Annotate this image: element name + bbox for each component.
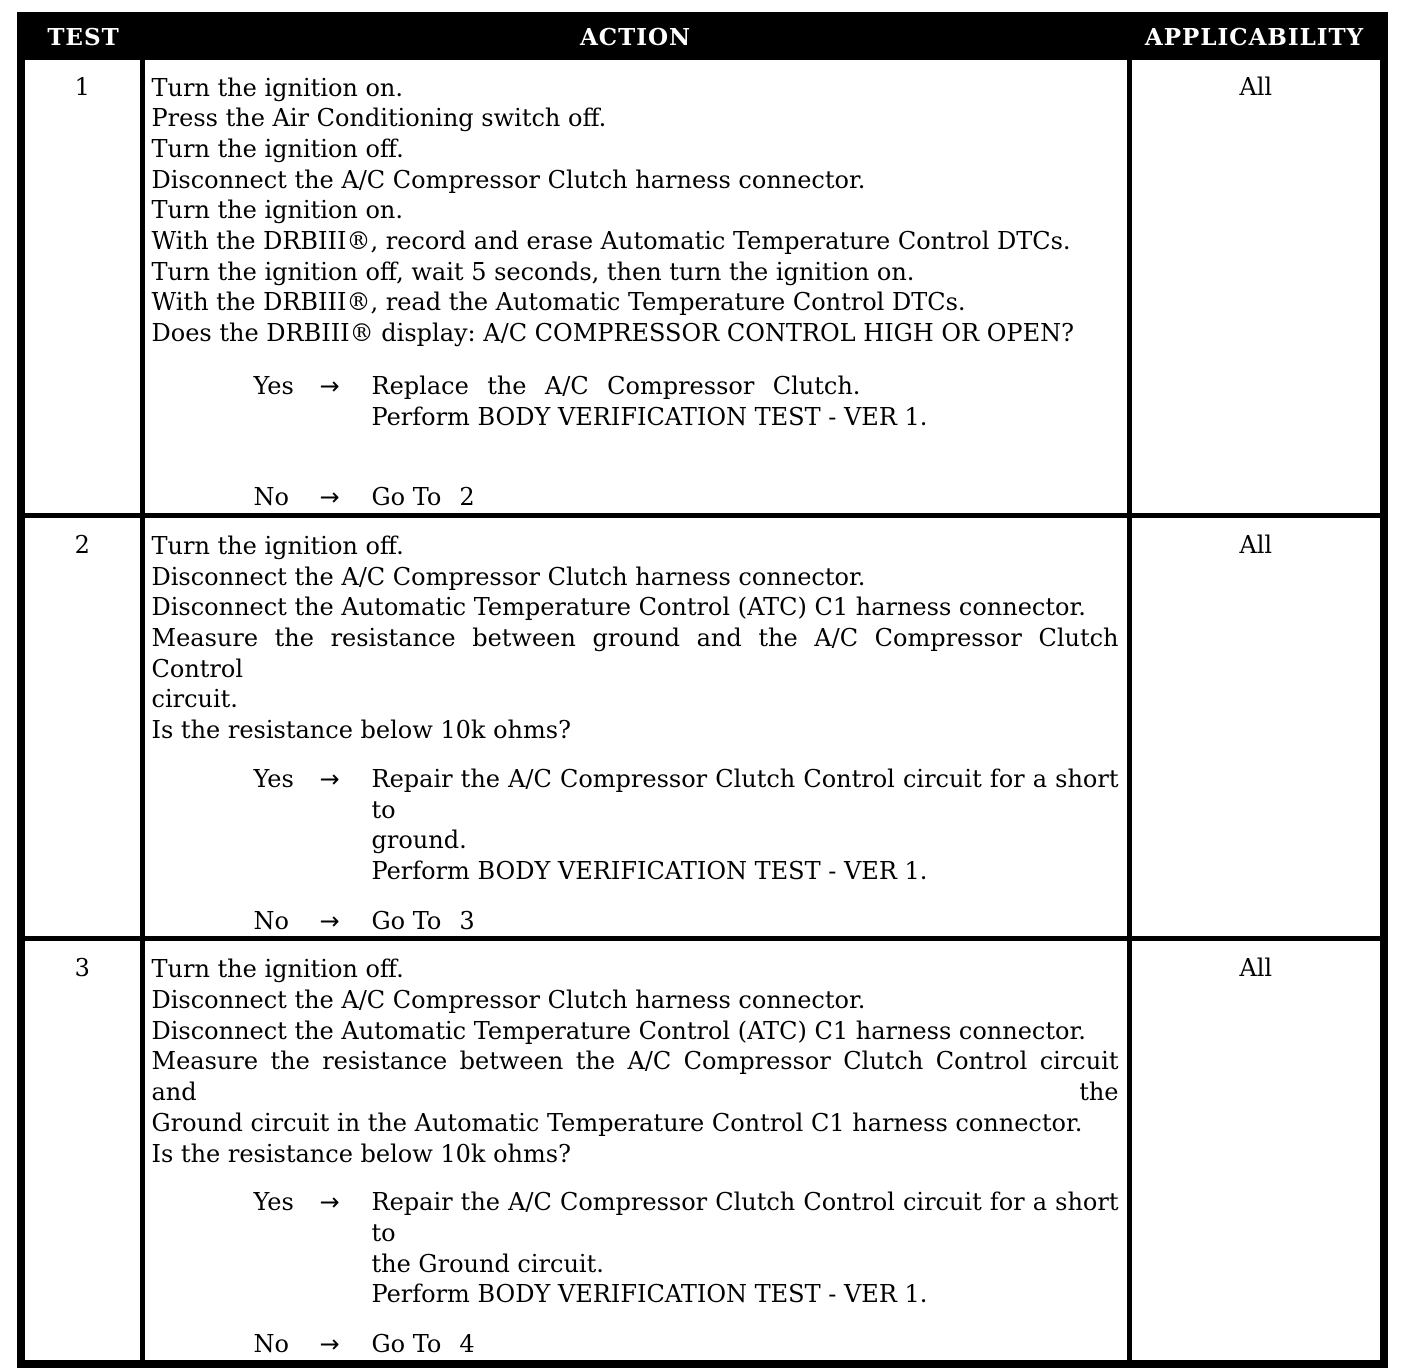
text-line: Ground circuit in the Automatic Temperature Control C1 harness connector. (151, 1108, 1083, 1137)
text-line: With the DRBIII®, record and erase Automatic Temperature Control DTCs. (151, 227, 1071, 256)
text-line: Does the DRBIII® display: A/C COMPRESSOR CONTROL HIGH OR OPEN? (151, 319, 1074, 348)
goto-target: 3 (459, 906, 475, 935)
applicability-value: All (1239, 530, 1273, 559)
action-steps (152, 954, 1119, 1169)
yes-label: Yes (253, 1188, 294, 1217)
text-line: Repair the A/C Compressor Clutch Control circuit for a short to (371, 764, 1119, 824)
table-body (21, 57, 1384, 1364)
text-line: Turn the ignition on. (151, 196, 404, 225)
table-row (21, 515, 1384, 938)
no-label: No (253, 906, 289, 935)
text-line: Disconnect the A/C Compressor Clutch harness connector. (151, 165, 866, 194)
no-action (372, 906, 1119, 937)
goto-label: Go To (371, 1330, 442, 1359)
table-row (21, 939, 1384, 1364)
text-line: Turn the ignition off. (151, 531, 404, 560)
action-steps (152, 531, 1119, 746)
test-number-cell (21, 939, 142, 1364)
yes-action (372, 764, 1119, 887)
text-line: Disconnect the A/C Compressor Clutch harness connector. (151, 986, 866, 1015)
header-action: ACTION (142, 16, 1129, 57)
header-test: TEST (21, 16, 142, 57)
text-line: Replace the A/C Compressor Clutch. (371, 371, 861, 400)
test-number: 1 (74, 72, 90, 101)
header-applicability: APPLICABILITY (1129, 16, 1384, 57)
table-row (21, 57, 1384, 515)
test-number: 3 (74, 954, 90, 983)
table-header-row (21, 16, 1384, 57)
applicability-value: All (1239, 72, 1273, 101)
text-line: Press the Air Conditioning switch off. (151, 104, 607, 133)
test-number-cell (21, 515, 142, 938)
text-line: Is the resistance below 10k ohms? (151, 1139, 571, 1168)
yes-branch (152, 1187, 1119, 1310)
test-number-cell (21, 57, 142, 515)
arrow-right-icon: → (319, 764, 340, 793)
yes-action (372, 371, 1119, 432)
yes-branch (152, 764, 1119, 887)
text-line: Disconnect the Automatic Temperature Control (ATC) C1 harness connector. (151, 593, 1086, 622)
action-cell (142, 515, 1129, 938)
goto-label: Go To (371, 906, 442, 935)
yes-label: Yes (253, 371, 294, 400)
arrow-right-icon: → (319, 371, 340, 400)
text-line: Disconnect the Automatic Temperature Control (ATC) C1 harness connector. (151, 1016, 1086, 1045)
text-line: Measure the resistance between the A/C Compressor Clutch Control circuit and the (151, 1047, 1119, 1107)
no-action (372, 482, 1119, 513)
text-line: Turn the ignition off, wait 5 seconds, then turn the ignition on. (151, 257, 915, 286)
yes-label: Yes (253, 764, 294, 793)
applicability-cell (1129, 515, 1384, 938)
arrow-right-icon: → (319, 906, 340, 935)
text-line: Turn the ignition off. (151, 955, 404, 984)
text-line: the Ground circuit. (371, 1249, 604, 1278)
no-branch (152, 482, 1119, 513)
text-line: Measure the resistance between ground and the A/C Compressor Clutch Control (151, 624, 1119, 683)
text-line: Perform BODY VERIFICATION TEST - VER 1. (371, 402, 928, 431)
text-line: Turn the ignition off. (151, 134, 404, 163)
text-line: Perform BODY VERIFICATION TEST - VER 1. (371, 1280, 928, 1309)
text-line: With the DRBIII®, read the Automatic Temperature Control DTCs. (151, 288, 966, 317)
goto-target: 2 (459, 483, 475, 512)
text-line: Disconnect the A/C Compressor Clutch harness connector. (151, 562, 866, 591)
goto-target: 4 (459, 1330, 475, 1359)
arrow-right-icon: → (319, 1188, 340, 1217)
action-cell (142, 57, 1129, 515)
test-number: 2 (74, 530, 90, 559)
text-line: Perform BODY VERIFICATION TEST - VER 1. (371, 856, 928, 885)
applicability-cell (1129, 57, 1384, 515)
text-line: ground. (371, 826, 467, 855)
arrow-right-icon: → (319, 483, 340, 512)
yes-branch (152, 371, 1119, 432)
applicability-cell (1129, 939, 1384, 1364)
text-line: Repair the A/C Compressor Clutch Control circuit for a short to (371, 1188, 1119, 1247)
no-label: No (253, 483, 289, 512)
action-steps (152, 73, 1119, 349)
no-branch (152, 906, 1119, 937)
arrow-right-icon: → (319, 1330, 340, 1359)
no-branch (152, 1329, 1119, 1360)
goto-label: Go To (371, 483, 442, 512)
text-line: Is the resistance below 10k ohms? (151, 716, 571, 745)
applicability-value: All (1239, 954, 1273, 983)
action-cell (142, 939, 1129, 1364)
no-label: No (253, 1330, 289, 1359)
diagnostic-test-table (17, 12, 1388, 1368)
no-action (372, 1329, 1119, 1360)
yes-action (372, 1187, 1119, 1310)
text-line: Turn the ignition on. (151, 73, 404, 102)
text-line: circuit. (151, 685, 238, 714)
